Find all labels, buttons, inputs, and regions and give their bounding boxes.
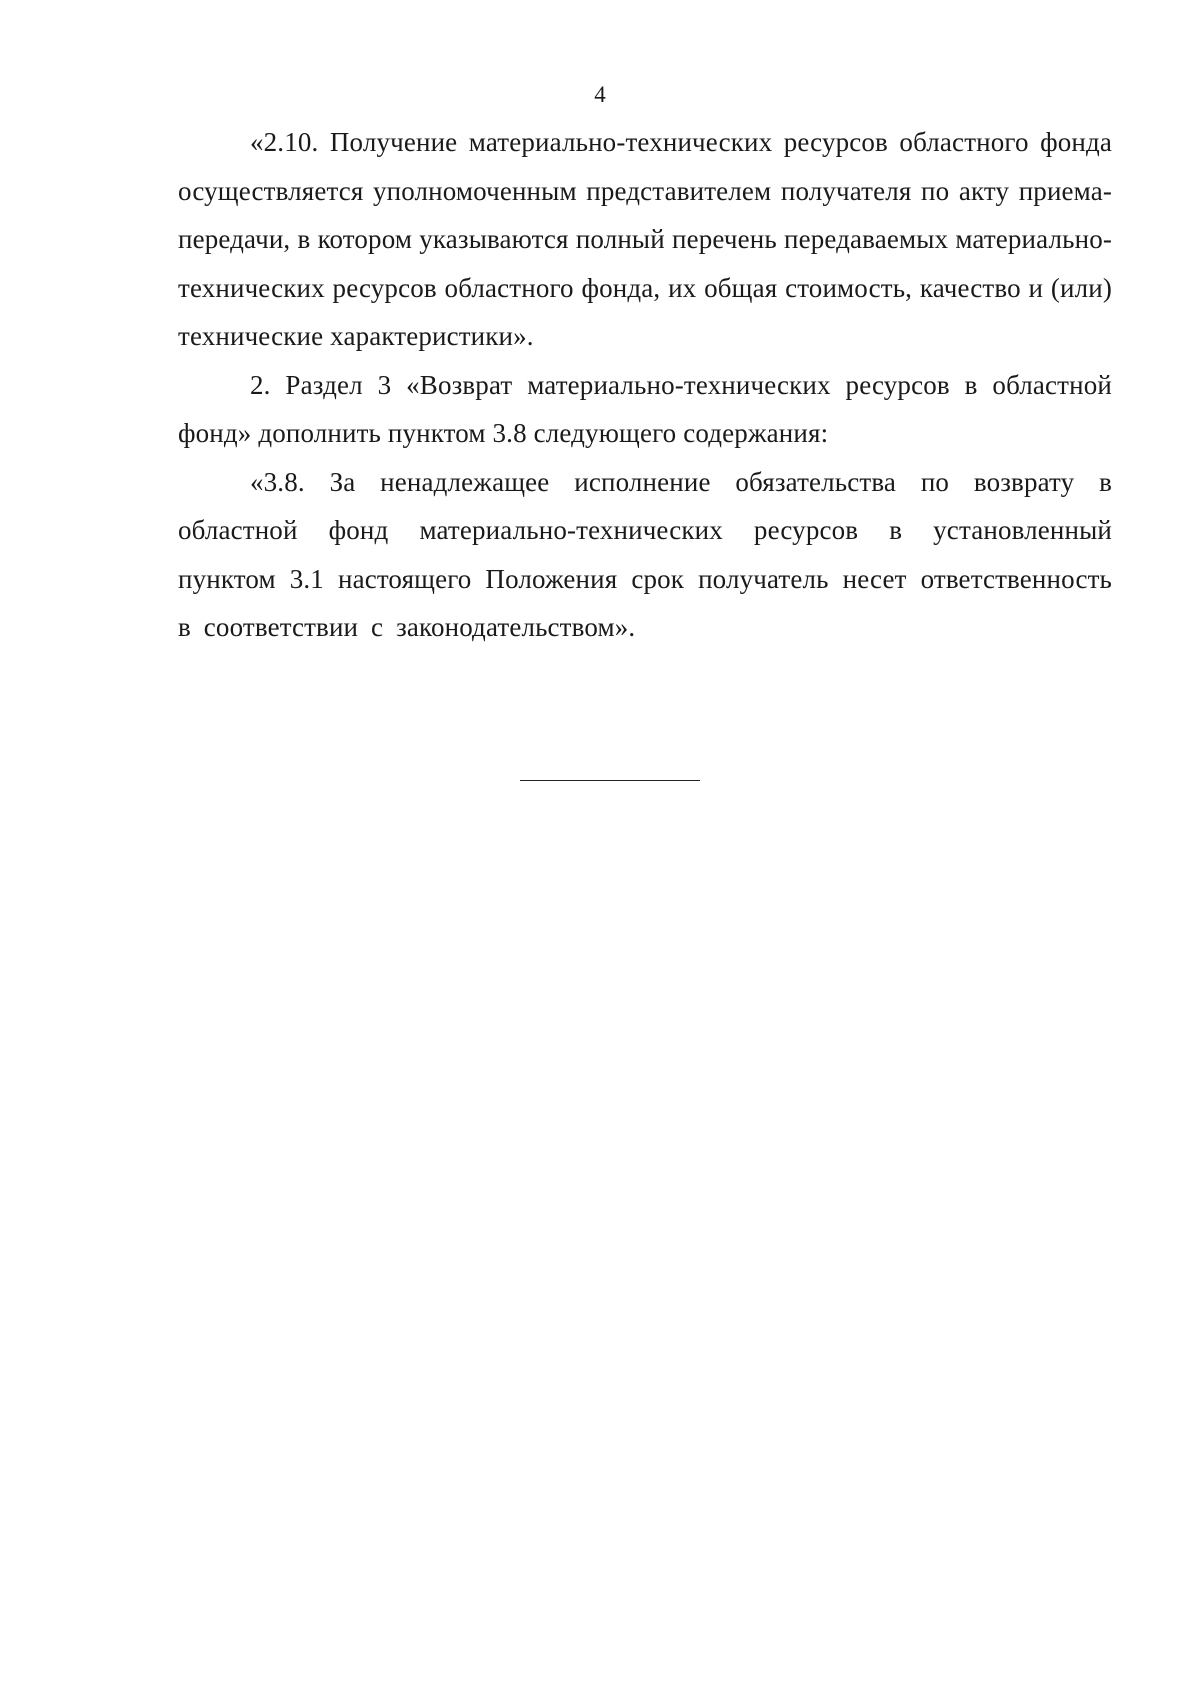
page-number: 4 xyxy=(594,82,606,107)
paragraph-section-3-amendment: 2. Раздел 3 «Возврат материально-технических ресурсов в областной фонд» дополнить пунктом 3.8 следующего содержания: xyxy=(178,369,1112,448)
document-body xyxy=(178,118,1112,652)
paragraph-3-8: «3.8. За ненадлежащее исполнение обязательства по возврату в областной фонд материально-технических ресурсов в установленный пунктом 3.1 настоящего Положения срок получатель несет ответственность в соответствии с законодательством». xyxy=(178,466,1112,642)
end-of-text-divider xyxy=(520,780,700,781)
paragraph-2-10: «2.10. Получение материально-технических ресурсов областного фонда осуществляется уполномоченным представителем получателя по акту приема-передачи, в котором указываются полный перечень передаваемых материально-технических ресурсов областного фонда, их общая стоимость, качество и (или) технические характеристики». xyxy=(178,127,1112,351)
